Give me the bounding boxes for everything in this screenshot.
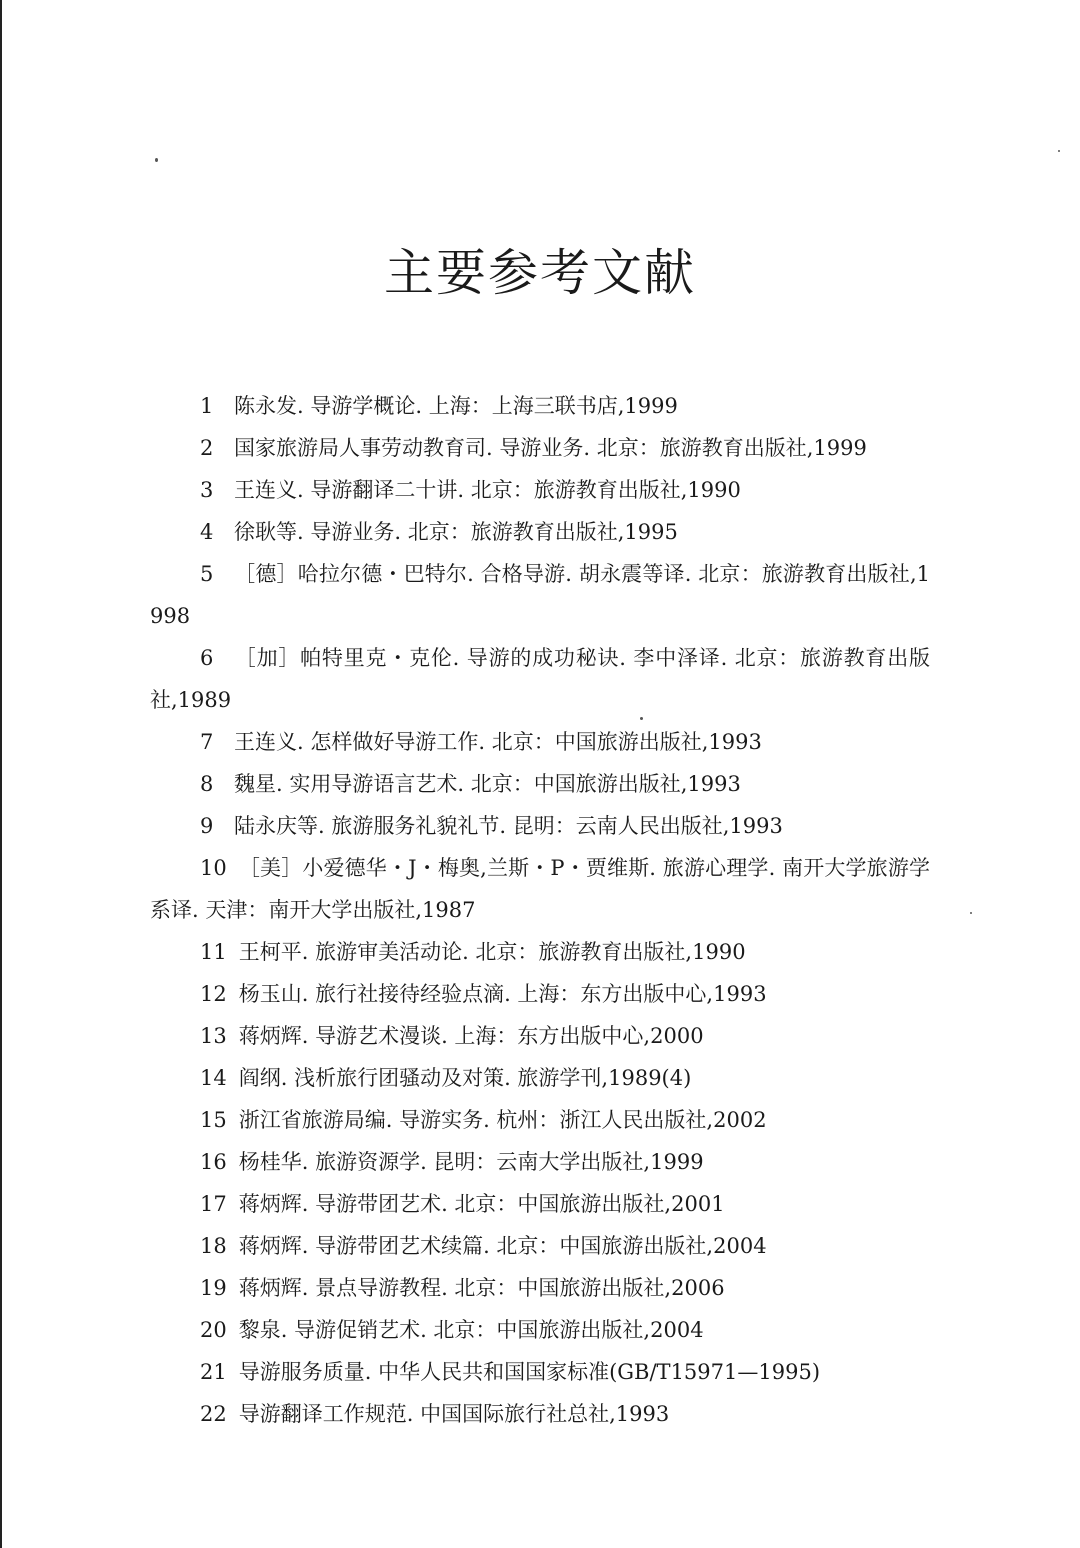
reference-number: 1 (200, 394, 214, 418)
reference-number: 9 (200, 814, 214, 838)
reference-item-1 (150, 385, 930, 427)
reference-number: 15 (200, 1108, 227, 1132)
scan-speck (1058, 150, 1060, 152)
reference-number: 13 (200, 1024, 227, 1048)
reference-text: 黎泉. 导游促销艺术. 北京：中国旅游出版社,2004 (238, 1318, 704, 1342)
reference-item-9 (150, 805, 930, 847)
reference-text: ［德］哈拉尔德・巴特尔. 合格导游. 胡永震等译. 北京：旅游教育出版社,1998 (150, 562, 930, 628)
reference-number: 21 (200, 1360, 227, 1384)
reference-item-6 (150, 637, 930, 721)
reference-number: 14 (200, 1066, 227, 1090)
reference-item-19 (150, 1267, 930, 1309)
reference-item-18 (150, 1225, 930, 1267)
reference-text: 杨玉山. 旅行社接待经验点滴. 上海：东方出版中心,1993 (238, 982, 767, 1006)
reference-text: 蒋炳辉. 导游带团艺术续篇. 北京：中国旅游出版社,2004 (238, 1234, 767, 1258)
reference-text: 导游翻译工作规范. 中国国际旅行社总社,1993 (238, 1402, 670, 1426)
reference-text: 陆永庆等. 旅游服务礼貌礼节. 昆明：云南人民出版社,1993 (234, 814, 783, 838)
reference-number: 5 (200, 562, 214, 586)
reference-item-3 (150, 469, 930, 511)
reference-item-4 (150, 511, 930, 553)
reference-number: 7 (200, 730, 214, 754)
reference-number: 17 (200, 1192, 227, 1216)
reference-number: 19 (200, 1276, 227, 1300)
reference-text: 魏星. 实用导游语言艺术. 北京：中国旅游出版社,1993 (234, 772, 741, 796)
reference-item-2 (150, 427, 930, 469)
reference-item-21 (150, 1351, 930, 1393)
reference-number: 4 (200, 520, 214, 544)
reference-item-8 (150, 763, 930, 805)
reference-text: 陈永发. 导游学概论. 上海：上海三联书店,1999 (234, 394, 678, 418)
scan-speck (640, 717, 643, 720)
reference-item-22 (150, 1393, 930, 1435)
reference-item-15 (150, 1099, 930, 1141)
reference-text: 导游服务质量. 中华人民共和国国家标准(GB/T15971—1995) (238, 1360, 821, 1384)
reference-text: 王柯平. 旅游审美活动论. 北京：旅游教育出版社,1990 (238, 940, 746, 964)
page-title: 主要参考文献 (384, 244, 696, 302)
reference-item-10 (150, 847, 930, 931)
reference-text: 阎纲. 浅析旅行团骚动及对策. 旅游学刊,1989(4) (238, 1066, 692, 1090)
reference-item-5 (150, 553, 930, 637)
reference-text: ［美］小爱德华・J・梅奥,兰斯・P・贾维斯. 旅游心理学. 南开大学旅游学系译. 天津：南开大学出版社,1987 (150, 856, 930, 922)
reference-text: 浙江省旅游局编. 导游实务. 杭州：浙江人民出版社,2002 (238, 1108, 767, 1132)
reference-list (150, 385, 930, 1435)
reference-number: 6 (200, 646, 214, 670)
reference-number: 16 (200, 1150, 227, 1174)
reference-text: 国家旅游局人事劳动教育司. 导游业务. 北京：旅游教育出版社,1999 (234, 436, 867, 460)
reference-number: 18 (200, 1234, 227, 1258)
scan-speck (970, 912, 972, 914)
reference-item-17 (150, 1183, 930, 1225)
page-edge (0, 0, 2, 1548)
reference-number: 10 (200, 856, 227, 880)
reference-text: ［加］帕特里克・克伦. 导游的成功秘诀. 李中泽译. 北京：旅游教育出版社,1989 (150, 646, 930, 712)
reference-item-14 (150, 1057, 930, 1099)
reference-text: 杨桂华. 旅游资源学. 昆明：云南大学出版社,1999 (238, 1150, 704, 1174)
reference-number: 22 (200, 1402, 227, 1426)
reference-text: 蒋炳辉. 景点导游教程. 北京：中国旅游出版社,2006 (238, 1276, 725, 1300)
reference-number: 3 (200, 478, 214, 502)
reference-number: 20 (200, 1318, 227, 1342)
reference-item-20 (150, 1309, 930, 1351)
reference-item-7 (150, 721, 930, 763)
scan-speck (155, 158, 158, 162)
reference-number: 12 (200, 982, 227, 1006)
reference-number: 2 (200, 436, 214, 460)
reference-text: 蒋炳辉. 导游艺术漫谈. 上海：东方出版中心,2000 (238, 1024, 704, 1048)
reference-number: 8 (200, 772, 214, 796)
reference-text: 徐耿等. 导游业务. 北京：旅游教育出版社,1995 (234, 520, 678, 544)
reference-item-13 (150, 1015, 930, 1057)
reference-number: 11 (200, 940, 227, 964)
reference-item-12 (150, 973, 930, 1015)
reference-text: 王连义. 怎样做好导游工作. 北京：中国旅游出版社,1993 (234, 730, 762, 754)
reference-text: 蒋炳辉. 导游带团艺术. 北京：中国旅游出版社,2001 (238, 1192, 725, 1216)
reference-text: 王连义. 导游翻译二十讲. 北京：旅游教育出版社,1990 (234, 478, 741, 502)
reference-item-16 (150, 1141, 930, 1183)
reference-item-11 (150, 931, 930, 973)
